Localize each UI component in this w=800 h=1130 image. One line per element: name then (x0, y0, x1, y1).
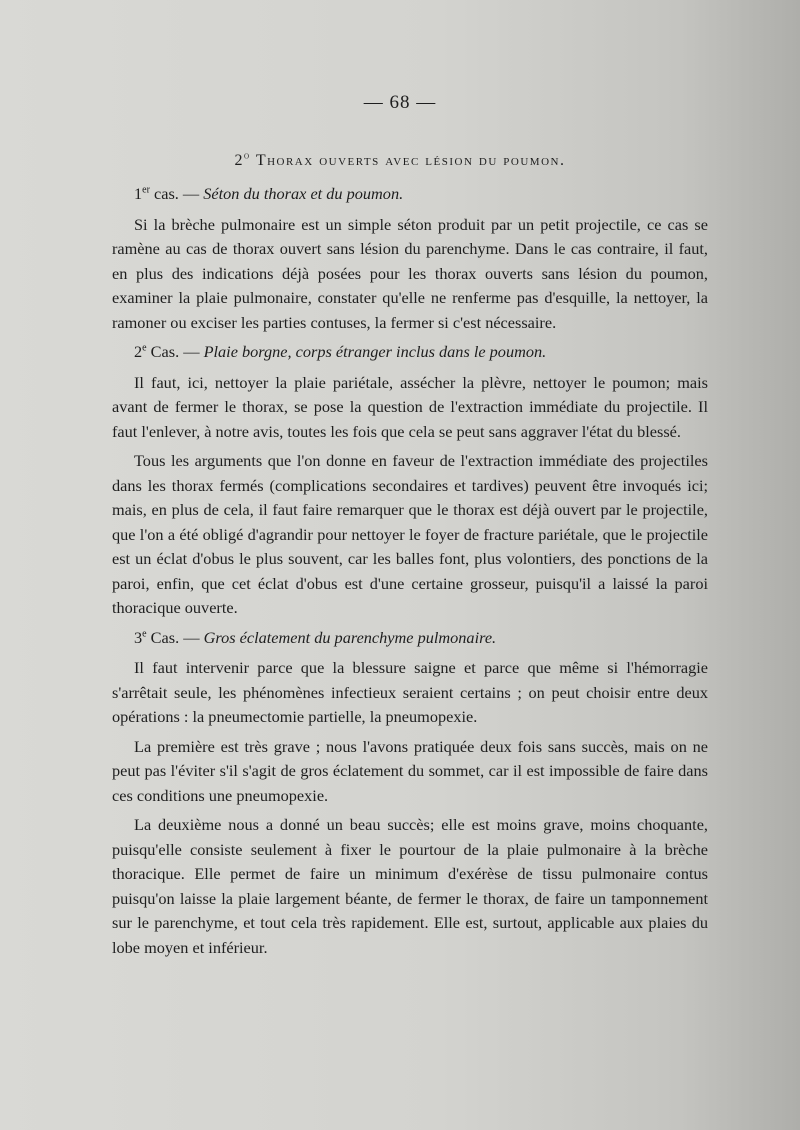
case-1-title: Séton du thorax et du poumon. (203, 184, 404, 203)
section-number: 2 (234, 152, 245, 169)
case-1-number-suffix: er (142, 184, 150, 196)
case-2-title: Plaie borgne, corps étranger inclus dans le poumon. (203, 342, 547, 361)
case-3-paragraph-2: La première est très grave ; nous l'avons pratiquée deux fois sans succès, mais on ne peut pas l'éviter s'il s'agit de gros éclatement du sommet, car il est impossible de faire dans ces conditions une pneumopexie. (112, 736, 708, 805)
case-3-number: 3 (134, 627, 143, 647)
case-1-heading (112, 182, 708, 207)
page-number: — 68 — (363, 92, 437, 113)
case-1-number: 1 (134, 184, 143, 203)
case-1-label: cas. — (149, 184, 204, 203)
section-number-suffix: o (244, 150, 251, 162)
case-3-number-suffix: e (142, 628, 147, 640)
case-3-paragraph-3: La deuxième nous a donné un beau succès; elle est moins grave, moins choquante, puisqu'elle consiste seulement à fixer le pourtour de la plaie pulmonaire à la brèche thoracique. Elle permet de faire un minimum d'exérèse de tissu pulmonaire contus puisqu'on laisse la plaie largement béante, de fermer le thorax, de faire un tamponnement sur le parenchyme, et tout cela très rapidement. Elle est, surtout, applicable aux plaies du lobe moyen et inférieur. (112, 815, 708, 957)
document-body (112, 178, 708, 965)
case-2-paragraph-1: Il faut, ici, nettoyer la plaie pariétale, assécher la plèvre, nettoyer le poumon; mais avant de fermer le thorax, se pose la question de l'extraction immédiate du projectile. Il faut l'enlever, à notre avis, toutes les fois que cela se peut sans aggraver l'état du blessé. (112, 372, 708, 441)
case-3-heading (112, 626, 708, 651)
case-1-paragraph-1: Si la brèche pulmonaire est un simple séton produit par un petit projectile, ce cas se ramène au cas de thorax ouvert sans lésion du parenchyme. Dans le cas contraire, il faut, en plus des indications déjà posées pour les thorax ouverts sans lésion du poumon, examiner la plaie pulmonaire, constater qu'elle ne renferme pas d'esquille, la nettoyer, la ramoner ou exciser les parties contuses, la fermer si c'est nécessaire. (112, 214, 708, 332)
case-2-number-suffix: e (142, 342, 147, 354)
case-3-paragraph-1: Il faut intervenir parce que la blessure saigne et parce que même si l'hémorragie s'arrêtait seule, les phénomènes infectieux seraient certains ; on peut choisir entre deux opérations : la pneumectomie partielle, la pneumopexie. (112, 658, 708, 726)
section-title (0, 152, 800, 170)
case-3-title: Gros éclatement du parenchyme pulmonaire. (203, 627, 497, 647)
case-2-paragraph-2: Tous les arguments que l'on donne en faveur de l'extraction immédiate des projectiles dans les thorax fermés (complications secondaires et tardives) peuvent être invoqués ici; mais, en plus de cela, il faut faire remarquer que le thorax est déjà ouvert par le projectile, que l'on a été obligé d'agrandir pour nettoyer le foyer de fracture pariétale, que le projectile est un éclat d'obus le plus souvent, car les balles font, plus volontiers, des ponctions de la paroi, enfin, que cet éclat d'obus est d'une certaine grosseur, puisqu'il a laissé la paroi thoracique ouverte. (112, 451, 708, 617)
case-2-label: Cas. — (146, 342, 204, 361)
case-3-label: Cas. — (146, 627, 204, 647)
case-2-heading (112, 340, 708, 365)
section-title-text: Thorax ouverts avec lésion du poumon. (255, 152, 566, 169)
case-2-number: 2 (134, 342, 143, 361)
